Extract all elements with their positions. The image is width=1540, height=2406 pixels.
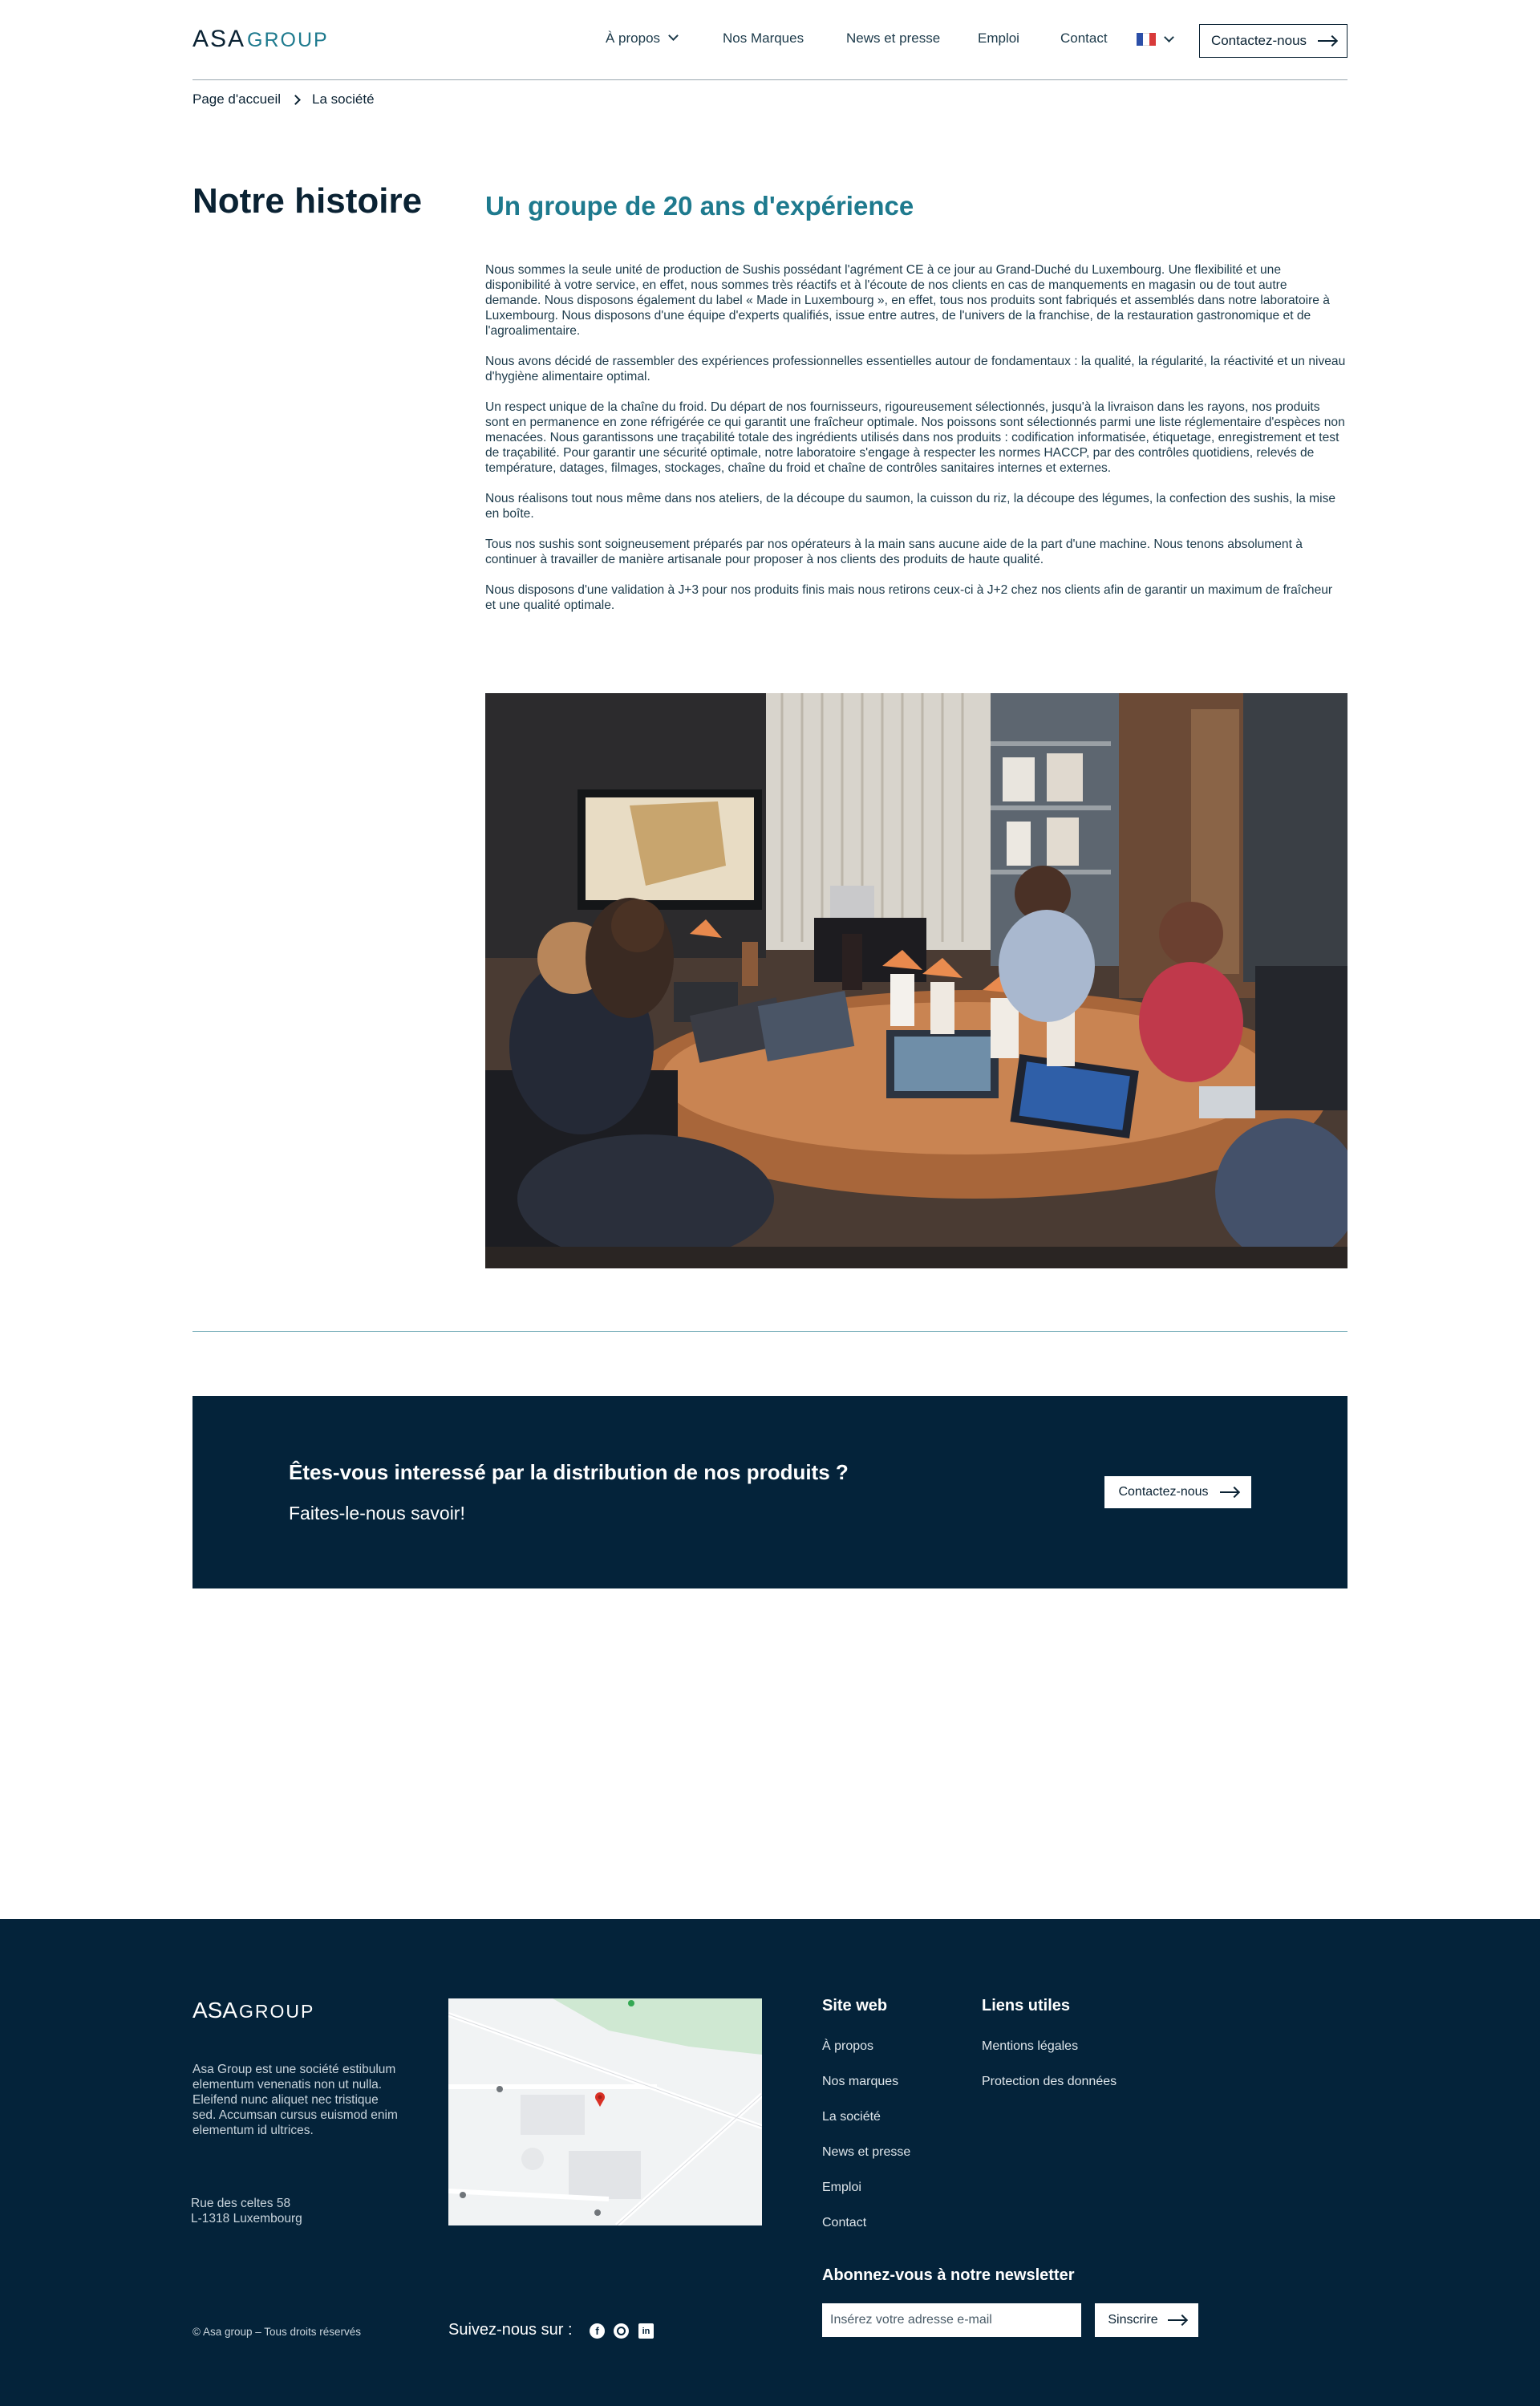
nav-apropos[interactable] bbox=[606, 30, 677, 50]
distribution-cta bbox=[192, 1396, 1348, 1588]
footer-description: Asa Group est une société estibulum elementum venenatis non ut nulla. Eleifend nunc aliquet nec tristique sed. Accumsan cursus euismod enim elementum id ultrices. bbox=[192, 2063, 398, 2137]
site-header bbox=[192, 0, 1348, 80]
chevron-down-icon bbox=[668, 30, 679, 41]
address-line: L-1318 Luxembourg bbox=[191, 2212, 302, 2225]
cta-title: Êtes-vous interessé par la distribution de nos produits ? bbox=[289, 1460, 849, 1484]
logo[interactable] bbox=[192, 26, 329, 53]
breadcrumb bbox=[192, 91, 375, 108]
newsletter-email-input[interactable] bbox=[822, 2303, 1081, 2337]
nav-contact[interactable]: Contact bbox=[1060, 30, 1108, 46]
contact-button[interactable] bbox=[1199, 24, 1348, 58]
section-title: Un groupe de 20 ans d'expérience bbox=[485, 191, 914, 221]
history-text bbox=[485, 262, 1346, 628]
paragraph: Tous nos sushis sont soigneusement préparés par nos opérateurs à la main sans aucune aide de la part d'une machine. Nous tenons absolument à continuer à travailler de manière artisanale pour proposer à nos clients des produits de haute qualité. bbox=[485, 538, 1303, 566]
chevron-down-icon bbox=[1164, 32, 1174, 43]
language-selector[interactable] bbox=[1137, 33, 1178, 47]
footer-link-mentions[interactable]: Mentions légales bbox=[982, 2039, 1079, 2053]
facebook-icon[interactable]: f bbox=[590, 2323, 605, 2339]
footer-logo[interactable] bbox=[192, 1998, 314, 2023]
meeting-photo bbox=[485, 693, 1348, 1268]
logo-group: GROUP bbox=[247, 29, 329, 51]
site-footer bbox=[0, 1919, 1540, 2406]
breadcrumb-current: La société bbox=[312, 91, 375, 107]
footer-link-societe[interactable]: La société bbox=[822, 2110, 881, 2124]
footer-link-apropos[interactable]: À propos bbox=[822, 2039, 874, 2053]
paragraph: Nous disposons d'une validation à J+3 pour nos produits finis mais nous retirons ceux-ci à J+2 chez nos clients afin de garantir un maximum de fraîcheur et une qualité optimale. bbox=[485, 583, 1333, 612]
footer-link-marques[interactable]: Nos marques bbox=[822, 2075, 899, 2088]
cta-contact-button[interactable] bbox=[1104, 1476, 1251, 1508]
address-line: Rue des celtes 58 bbox=[191, 2197, 291, 2210]
arrow-right-icon bbox=[1220, 1491, 1238, 1493]
location-map[interactable] bbox=[448, 1998, 762, 2225]
logo-asa: ASA bbox=[192, 26, 246, 52]
page-title: Notre histoire bbox=[192, 181, 423, 221]
breadcrumb-home[interactable]: Page d'accueil bbox=[192, 91, 282, 107]
cta-button-label: Contactez-nous bbox=[1118, 1485, 1209, 1499]
site-links-title: Site web bbox=[822, 1997, 888, 2014]
newsletter-submit-label: Sinscrire bbox=[1108, 2313, 1158, 2327]
copyright: © Asa group – Tous droits réservés bbox=[192, 2326, 362, 2338]
newsletter-submit-button[interactable] bbox=[1095, 2303, 1198, 2337]
contact-button-label: Contactez-nous bbox=[1210, 33, 1307, 48]
footer-logo-group: GROUP bbox=[239, 2001, 315, 2022]
footer-link-news[interactable]: News et presse bbox=[822, 2145, 911, 2159]
nav-emploi[interactable]: Emploi bbox=[978, 30, 1019, 46]
arrow-right-icon bbox=[1318, 40, 1335, 42]
footer-logo-asa: ASA bbox=[192, 1998, 238, 2023]
cta-subtitle: Faites-le-nous savoir! bbox=[289, 1503, 465, 1524]
paragraph: Un respect unique de la chaîne du froid. Du départ de nos fournisseurs, rigoureusement sélectionnés, jusqu'à la livraison dans les rayons, nos produits sont en permanence en zone réfrigérée ce qui garantit une fraîcheur optimale. Nos poissons sont sélectionnés parmi une liste réglementaire d'espèces non menacées. Nous garantissons une traçabilité totale des ingrédients utilisés dans nos produits : codification informatisée, étiquetage, enregistrement et test de traçabilité. Pour garantir une sécurité optimale, notre laboratoire s'engage à respecter les normes HACCP, par des contrôles quotidiens, relevés de température, datages, filmages, stockages, chaîne du froid et chaîne de contrôles sanitaires internes et externes. bbox=[485, 400, 1345, 475]
nav-news[interactable]: News et presse bbox=[846, 30, 941, 46]
paragraph: Nous avons décidé de rassembler des expériences professionnelles essentielles autour de fondamentaux : la qualité, la régularité, la réactivité et un niveau d'hygiène alimentaire optimal. bbox=[485, 355, 1346, 383]
paragraph: Nous sommes la seule unité de production de Sushis possédant l'agrément CE à ce jour au Grand-Duché du Luxembourg. Une flexibilité et une disponibilité à votre service, en effet, nous sommes très réactifs et à l'écoute de nos clients en cas de manquements en magasin ou de tout autre demande. Nous disposons également du label « Made in Luxembourg », en effet, tous nos produits sont fabriqués et assemblés dans notre laboratoire à Luxembourg. Nous disposons d'une équipe d'experts qualifiés, issue entre autres, de l'univers de la franchise, de la restauration gastronomique et de l'agroalimentaire. bbox=[485, 263, 1330, 338]
useful-links-title: Liens utiles bbox=[982, 1997, 1071, 2014]
nav-apropos-label: À propos bbox=[606, 30, 661, 46]
newsletter-title: Abonnez-vous à notre newsletter bbox=[822, 2266, 1075, 2284]
arrow-right-icon bbox=[1168, 2319, 1185, 2321]
social-label: Suivez-nous sur : bbox=[448, 2321, 573, 2339]
french-flag-icon bbox=[1137, 33, 1156, 46]
paragraph: Nous réalisons tout nous même dans nos ateliers, de la découpe du saumon, la cuisson du riz, la découpe des légumes, la confection des sushis, la mise en boîte. bbox=[485, 492, 1336, 521]
instagram-icon[interactable] bbox=[614, 2323, 629, 2339]
footer-link-contact[interactable]: Contact bbox=[822, 2216, 867, 2230]
nav-marques[interactable]: Nos Marques bbox=[723, 30, 804, 46]
footer-link-protection[interactable]: Protection des données bbox=[982, 2075, 1117, 2088]
linkedin-icon[interactable]: in bbox=[638, 2323, 654, 2339]
footer-address bbox=[191, 2196, 302, 2226]
chevron-right-icon bbox=[290, 95, 301, 105]
section-divider bbox=[192, 1331, 1348, 1332]
footer-link-emploi[interactable]: Emploi bbox=[822, 2181, 861, 2194]
